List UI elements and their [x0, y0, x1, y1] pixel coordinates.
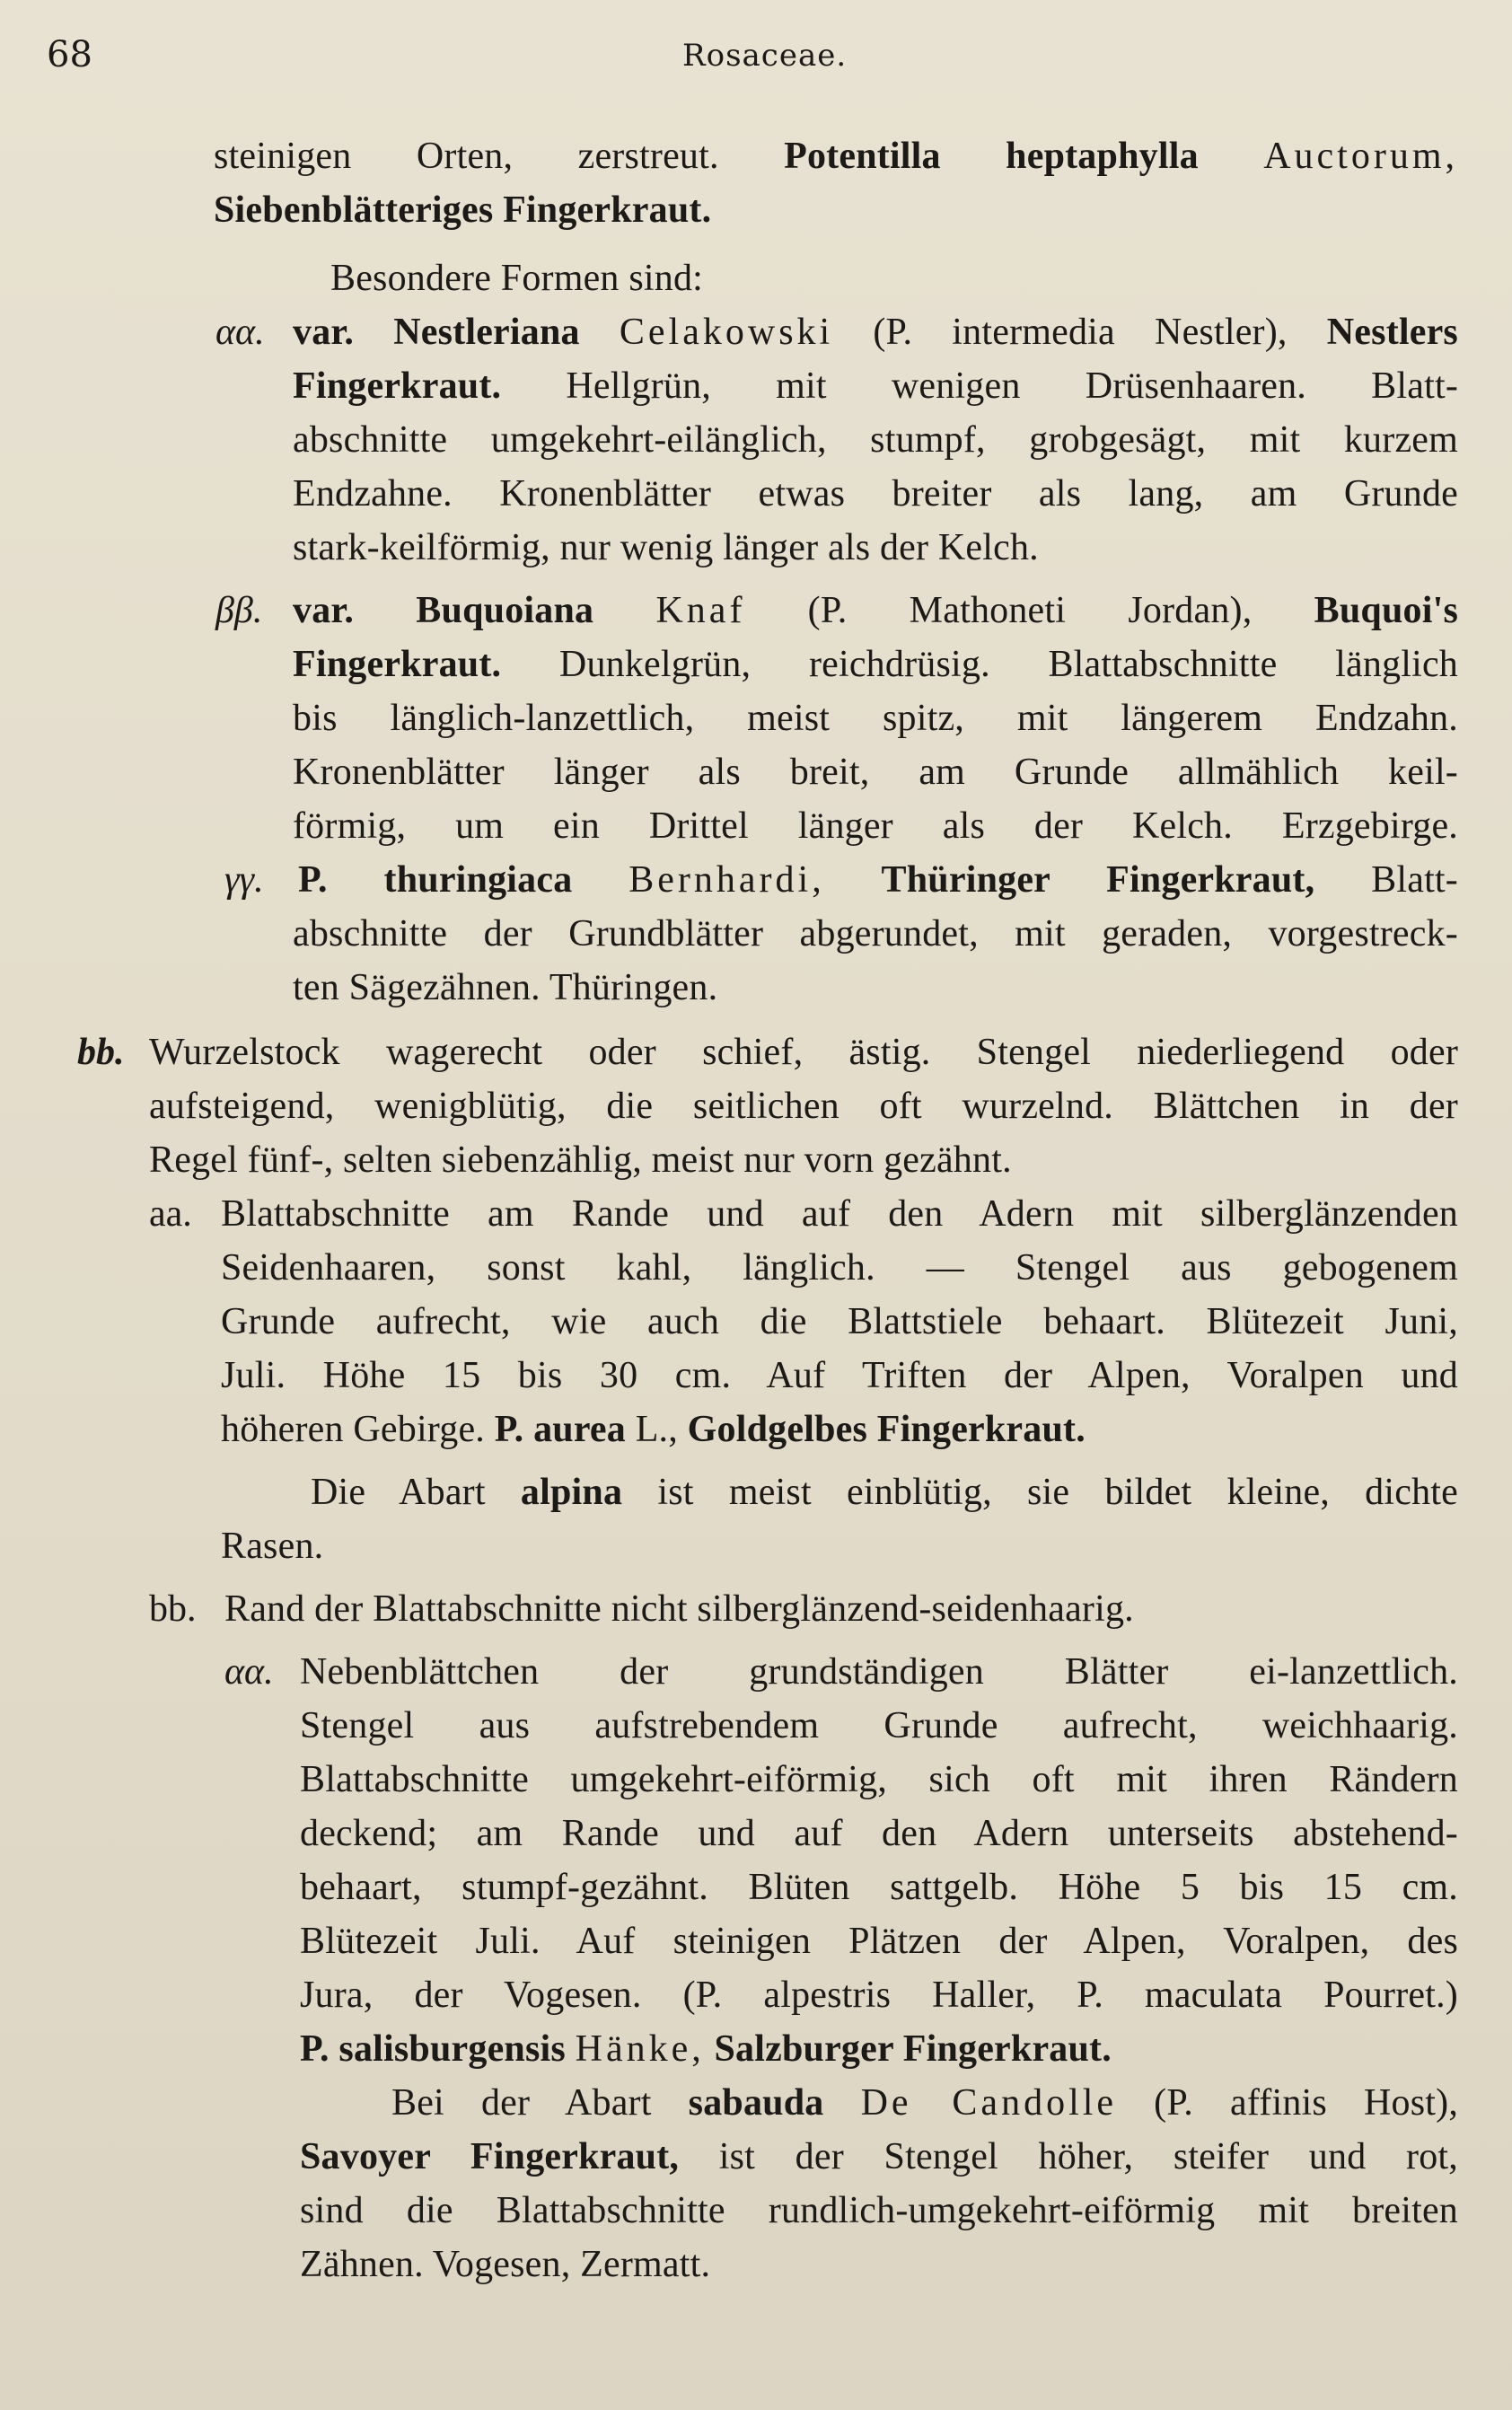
common-name: Thüringer Fingerkraut,	[881, 859, 1315, 901]
text-span: Dunkelgrün, reichdrüsig. Blattabschnitte länglich	[558, 644, 1458, 685]
key-label: ββ.	[215, 590, 263, 631]
variety-name: alpina	[520, 1472, 623, 1513]
author-name: Auctorum,	[1263, 136, 1458, 177]
text-line	[293, 309, 1458, 356]
text-line: deckend; am Rande und auf den Adern unterseits abstehend-	[300, 1813, 1458, 1854]
common-name: Siebenblätteriges Fingerkraut.	[214, 189, 712, 231]
text-line: Rasen.	[221, 1526, 324, 1567]
text-line: ten Sägezähnen. Thüringen.	[293, 967, 718, 1008]
common-name: Buquoi's	[1314, 590, 1459, 631]
text-span: Hellgrün, mit wenigen Drüsenhaaren. Blatt-	[566, 365, 1459, 407]
key-label: αα.	[215, 312, 265, 353]
key-label: bb.	[77, 1032, 125, 1073]
text-span: Bei der Abart	[391, 2082, 652, 2124]
common-name: Fingerkraut.	[293, 644, 502, 685]
key-label: bb.	[149, 1588, 197, 1630]
text-line: Blütezeit Juli. Auf steinigen Plätzen der Alpen, Voralpen, des	[300, 1921, 1458, 1962]
variety-name: sabauda	[688, 2082, 824, 2124]
text-line	[293, 641, 1458, 688]
text-span: Die Abart	[311, 1472, 486, 1513]
key-label: aa.	[149, 1193, 192, 1235]
species-name: P. salisburgensis	[300, 2028, 566, 2070]
text-line: aufsteigend, wenigblütig, die seitlichen oft wurzelnd. Blättchen in der	[149, 1086, 1458, 1127]
text-line	[221, 1406, 1086, 1453]
text-line	[214, 187, 711, 233]
text-line: Juli. Höhe 15 bis 30 cm. Auf Triften der Alpen, Voralpen und	[221, 1355, 1458, 1396]
text-line: stark-keilförmig, nur wenig länger als der Kelch.	[293, 527, 1039, 568]
text-line: Jura, der Vogesen. (P. alpestris Haller, P. maculata Pourret.)	[300, 1975, 1458, 2016]
key-label: γγ.	[224, 859, 264, 901]
species-name: Potentilla heptaphylla	[784, 136, 1199, 177]
text-line: Kronenblätter länger als breit, am Grunde allmählich keil-	[293, 752, 1458, 793]
common-name: Goldgelbes Fingerkraut.	[687, 1409, 1086, 1450]
text-line: Grunde aufrecht, wie auch die Blattstiele behaart. Blütezeit Juni,	[221, 1301, 1458, 1342]
text-span: höheren Gebirge.	[221, 1409, 485, 1450]
text-line: Endzahne. Kronenblätter etwas breiter als lang, am Grunde	[293, 473, 1458, 515]
text-line	[311, 1469, 1458, 1516]
common-name: Savoyer Fingerkraut,	[300, 2136, 680, 2177]
text-line	[330, 255, 703, 302]
common-name: Nestlers	[1326, 312, 1458, 353]
variety-name: var. Buquoiana	[293, 590, 594, 631]
text-line: Blattabschnitte am Rande und auf den Adern mit silberglänzenden	[221, 1193, 1458, 1235]
text-line: Regel fünf-, selten siebenzählig, meist nur vorn gezähnt.	[149, 1139, 1012, 1181]
text-span: Besondere Formen sind:	[330, 258, 704, 299]
text-line: sind die Blattabschnitte rundlich-umgekehrt-eiförmig mit breiten	[300, 2190, 1458, 2231]
text-line	[391, 2080, 1458, 2126]
text-line: bis länglich-lanzettlich, meist spitz, mit längerem Endzahn.	[293, 698, 1458, 739]
author-name: L.,	[635, 1409, 678, 1450]
text-span: (P. intermedia Nestler),	[873, 312, 1288, 353]
species-name: P. aurea	[494, 1409, 626, 1450]
text-span: (P. Mathoneti Jordan),	[807, 590, 1253, 631]
species-name: P. thuringiaca	[298, 859, 573, 901]
text-line: abschnitte umgekehrt-eilänglich, stumpf, grobgesägt, mit kurzem	[293, 419, 1458, 461]
text-line: Wurzelstock wagerecht oder schief, ästig. Stengel niederliegend oder	[149, 1032, 1458, 1073]
text-line	[293, 587, 1458, 634]
text-span: Blatt-	[1371, 859, 1458, 901]
text-line: behaart, stumpf-gezähnt. Blüten sattgelb. Höhe 5 bis 15 cm.	[300, 1867, 1458, 1908]
text-span: steinigen Orten, zerstreut.	[214, 136, 719, 177]
common-name: Salzburger Fingerkraut.	[714, 2028, 1112, 2070]
text-line: förmig, um ein Drittel länger als der Kelch. Erzgebirge.	[293, 805, 1458, 847]
common-name: Fingerkraut.	[293, 365, 502, 407]
text-line: Seidenhaaren, sonst kahl, länglich. — Stengel aus gebogenem	[221, 1247, 1458, 1289]
author-name: Celakowski	[619, 312, 834, 353]
author-name: De Candolle	[860, 2082, 1118, 2124]
text-line: abschnitte der Grundblätter abgerundet, mit geraden, vorgestreck-	[293, 913, 1458, 954]
page-number: 68	[47, 34, 92, 75]
text-line	[293, 363, 1458, 409]
text-line: Rand der Blattabschnitte nicht silberglänzend-seidenhaarig.	[224, 1588, 1134, 1630]
text-line: Zähnen. Vogesen, Zermatt.	[300, 2244, 711, 2285]
key-label: αα.	[224, 1651, 274, 1693]
text-span: ist der Stengel höher, steifer und rot,	[718, 2136, 1458, 2177]
text-line: Nebenblättchen der grundständigen Blätter ei-lanzettlich.	[300, 1651, 1458, 1693]
text-line	[300, 2133, 1458, 2180]
author-name: Bernhardi,	[629, 859, 825, 901]
variety-name: var. Nestleriana	[293, 312, 580, 353]
running-title: Rosaceae.	[682, 38, 848, 74]
author-name: Knaf	[655, 590, 746, 631]
text-line: Stengel aus aufstrebendem Grunde aufrecht, weichhaarig.	[300, 1705, 1458, 1746]
text-line	[298, 857, 1458, 903]
text-line: Blattabschnitte umgekehrt-eiförmig, sich oft mit ihren Rändern	[300, 1759, 1458, 1800]
text-span: ist meist einblütig, sie bildet kleine, dichte	[657, 1472, 1458, 1513]
author-name: Hänke,	[575, 2028, 705, 2070]
text-span: (P. affinis Host),	[1154, 2082, 1459, 2124]
text-line	[300, 2026, 1112, 2072]
text-line	[214, 133, 1458, 180]
